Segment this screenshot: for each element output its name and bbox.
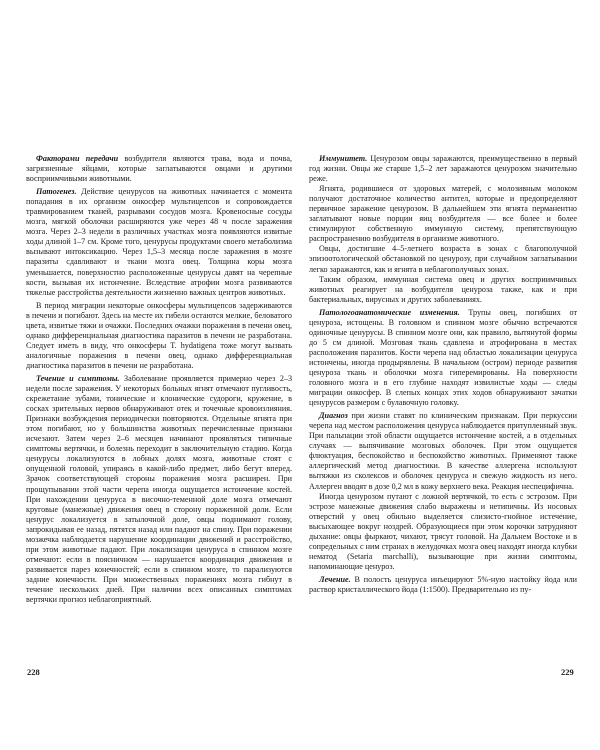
paragraph-text: Овцы, достигшие 4–5-летнего возраста в зонах с благополучной эпизоотологической обстановкой по ценурозу, при случайном заглатывании легко заражаются, как и ягнята в неблагополучных зонах. xyxy=(309,244,577,274)
paragraph-lead: Патологоанатомические изменения. xyxy=(319,307,460,317)
paragraph-lead: Факторами передачи xyxy=(36,154,119,163)
paragraph-diagnosis xyxy=(309,411,577,491)
paragraph-text: Действие ценурусов на животных начинается с момента попадания в их организм онкосфер мультицепсов и сопровождается травмированием тканей, разрывами сосудов мозга. Кровеносные сосуды мозга, мягкой оболочки расширяются уже через 48 ч после заражения мозга. Через 2–3 недели в различных участках мозга появляются извитые ходы длиной 1–7 см. Кроме того, ценурусы продуктами своего метаболизма вызывают интоксикацию. Через 1,5–3 месяца после заражения в мозге паразиты сдавливают и ткани мозга овец. Толщина коры мозга уменьшается, поверхностно расположенные ценурусы давят на черепные кости, вызывая их истончение. Вследствие атрофии мозга развиваются тяжелые расстройства деятельности жизненно важных центров животных. xyxy=(26,187,292,297)
paragraph-text: Иногда ценурозом путают с ложной вертячкой, то есть с эстрозом. При эстрозе манежные движения слабо выражены и нетипичны. Из носовых отверстий у овец обильно выделяется слизисто-гнойное истечение, высыхающее вокруг ноздрей. Образующиеся при этом корочки затрудняют дыхание: овцы фыркают, чихают, трясут головой. На Дальнем Востоке и в сопредельных с ним странах в желудочках мозга овец находят иногда клубки нематод (Setaria marchalli), вызывающие при жизни симптомы, напоминающие ценуроз. xyxy=(309,491,577,571)
paragraph-immune-reaction xyxy=(309,275,577,305)
paragraph-lead: Лечение. xyxy=(319,574,351,584)
paragraph-text: В полость ценуруса инъецируют 5%-ную настойку йода или раствор кристаллического йода (1:1500). Предварительно из пу- xyxy=(309,574,577,594)
paragraph-pathology xyxy=(309,308,577,408)
page-number-left: 228 xyxy=(27,667,40,677)
paragraph-treatment xyxy=(309,575,577,595)
paragraph-migration xyxy=(26,301,292,371)
paragraph-lead: Иммунитет. xyxy=(319,154,368,163)
paragraph-course-symptoms xyxy=(26,374,292,605)
paragraph-text: В период миграции некоторые онкосферы мультицепсов задерживаются в печени и погибают. Здесь на месте их гибели остаются мелкие, беловатого цвета, извитые тяжи и очажки. Последних очажки поражения в печени овец, однако дифференциальная диагностика паразитов в печени не разработана. Следует иметь в виду, что онкосферы T. hydatigena тоже могут вызвать аналогичные поражения в печени овец, однако дифференциальная диагностика паразитов в печени не разработана. xyxy=(26,300,292,370)
paragraph-immunity xyxy=(309,154,577,184)
paragraph-pathogenesis xyxy=(26,187,292,298)
page-number-right: 229 xyxy=(561,667,574,677)
paragraph-text: Таким образом, иммунная система овец и других восприимчивых животных реагирует на возбудителя ценуроза также, как и при бактериальных, вирусных и других заболеваниях. xyxy=(309,274,577,304)
paragraph-lambs xyxy=(309,184,577,244)
paragraph-lead: Течение и симптомы. xyxy=(36,373,120,383)
paragraph-adult-sheep xyxy=(309,244,577,274)
paragraph-lead: Диагноз xyxy=(319,411,348,421)
paragraph-text: Ягнята, родившиеся от здоровых матерей, с молозивным молоком получают достаточное количество антител, которые и предопределяют первичное заражение ценурозом. В дальнейшем эти ягнята перманентно заглатывают новые порции яиц возбудителя — все более и более стимулируют собственную иммунную систему, препятствующую распространению возбудителя в организме животного. xyxy=(309,184,577,244)
right-page xyxy=(309,154,577,595)
paragraph-text: Трупы овец, погибших от ценуроза, истощены. В головном и спинном мозге обычно встречаются одиночные ценурусы. В спинном мозге они, как правило, вытянутой формы до 5 см длиной. Мозговая ткань сдавлена и атрофирована в местах расположения паразитов. Кости черепа над областью локализации ценуруса истончены, иногда продырявлены. В начальном (остром) периоде развития ценуроза ткань и оболочки мозга гиперемированы. На поверхности головного мозга и в его глубине находят извилистые ходы — следы миграции онкосфер. В слепых концах этих ходов обнаруживают зачатки ценурусов размером с булавочную головку. xyxy=(309,307,577,408)
paragraph-transmission-factors xyxy=(26,154,292,184)
paragraph-lead: Патогенез. xyxy=(36,187,77,197)
paragraph-text: возбудителя являются трава, вода и почва, загрязненные яйцами, которые заглатываются овцами и другими восприимчивыми животными. xyxy=(26,154,292,184)
paragraph-differential xyxy=(309,492,577,572)
paragraph-text: при жизни ставят по клиническим признакам. При перкуссии черепа над местом расположения ценуруса наблюдается притупленный звук. При пальпации этой области ощущается истончение костей, а в отдельных случаях — выпячивание мозговых оболочек. При этом ощущается флюктуация, беспокойство и беспокойство животных. Применяют также аллергический метод диагностики. В качестве аллергена используют вытяжки из сколексов и оболочек ценуруса и свежую жидкость из него. Аллерген вводят в дозе 0,2 мл в кожу верхнего века. Реакция неспецифична. xyxy=(309,411,577,491)
left-page xyxy=(26,154,292,605)
paragraph-text: Заболевание проявляется примерно через 2–3 недели после заражения. У некоторых больных ягнят отмечают пугливость, скрежетание зубами, тонические и клонические судороги, кружение, в сосках зрительных нервов обнаруживают отек и точечные кровоизлияния. Признаки возбуждения периодически повторяются. Отдельные ягнята при этом погибают, но у большинства животных перечисленные признаки исчезают. Затем через 2–6 месяцев начинают проявляться типичные симптомы вертячки, и болезнь переходит в заключительную стадию. Когда ценурусы локализуются в лобных долях мозга, животные стоят с опущенной головой, упираясь в какой-либо предмет, либо бегут вперед. Зрачок соответствующей стороны поражения мозга расширен. При прощупывании этой части черепа иногда ощущается истончение костей. При нахождении ценуруса в височно-теменной доле мозга отмечают круговые (манежные) движения овец в сторону пораженной доли. Если ценурус локализуется в затылочной доле, овцы поднимают голову, запрокидывая ее назад, пятятся назад или падают на спину. При поражении мозжечка наблюдается нарушение координации движений и расстройство, при этом животные падают. При локализации ценуруса в спинном мозге отмечают: если в поясничном — нарушается координация движения и развивается парез конечностей; если в спинном мозге, то парализуются задние конечности. При множественных поражениях мозга гибнут в течение нескольких дней. При наличии всех описанных симптомах вертячки прогноз неблагоприятный. xyxy=(26,373,293,605)
paragraph-text: Ценурозом овцы заражаются, преимущественно в первый год жизни. Овцы же старше 1,5–2 лет заражаются ценурозом значительно реже. xyxy=(309,154,577,184)
